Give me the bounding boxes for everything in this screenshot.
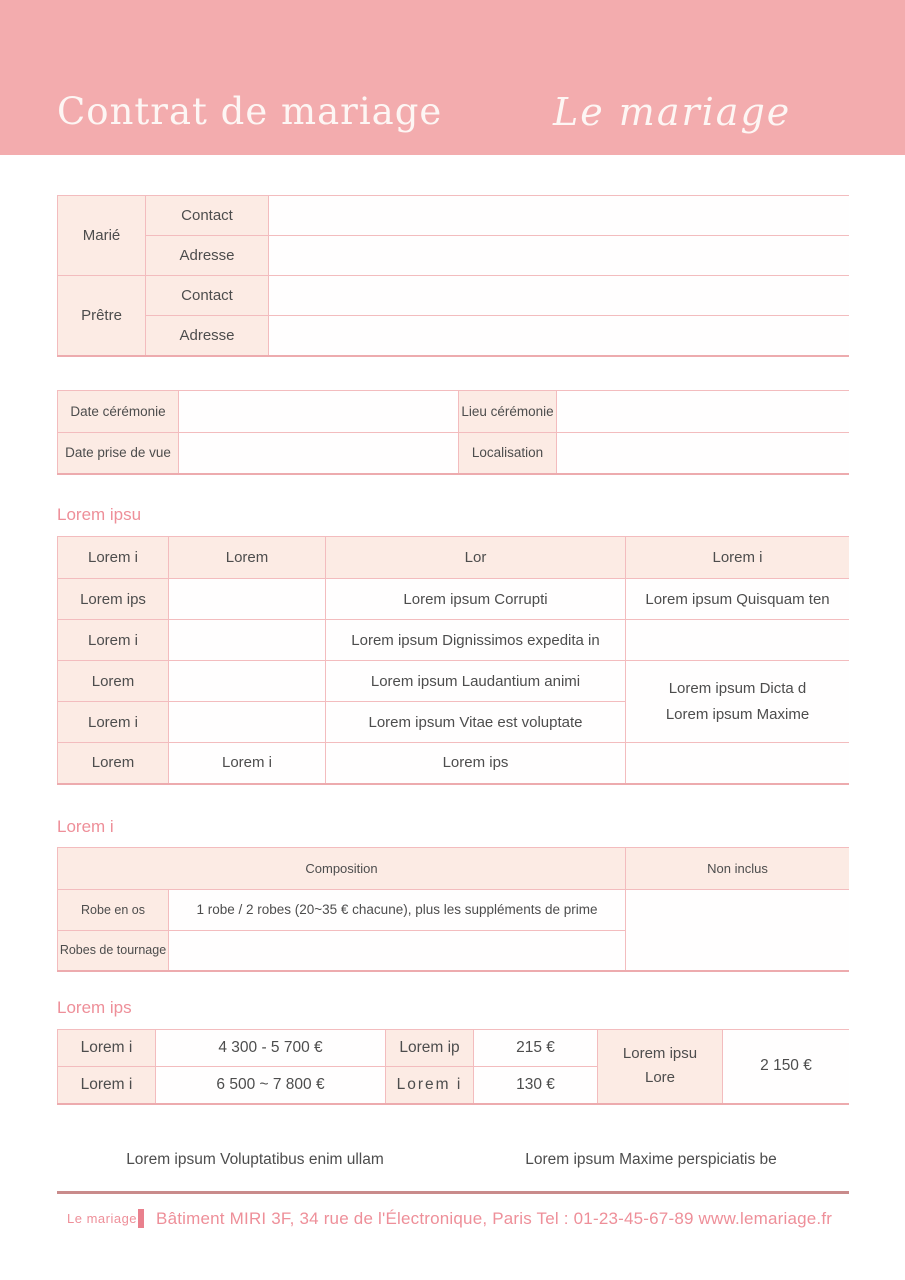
table-row xyxy=(58,1030,850,1067)
document-body xyxy=(57,195,849,1229)
price-amount: 130 € xyxy=(474,1067,598,1104)
table-row xyxy=(58,276,850,316)
section-title-composition: Lorem i xyxy=(57,816,114,836)
footer-contact-info: Bâtiment MIRI 3F, 34 rue de l'Électronique, Paris Tel : 01-23-45-67-89 www.lemariage.fr xyxy=(156,1208,833,1228)
table-row xyxy=(58,236,850,276)
ceremony-place-label: Lieu cérémonie xyxy=(459,390,557,432)
not-included-value xyxy=(626,889,849,971)
price-merged-label xyxy=(598,1030,723,1104)
price-label: Lorem ip xyxy=(386,1030,474,1067)
price-range: 6 500 ~ 7 800 € xyxy=(156,1067,386,1104)
section-title-items: Lorem ipsu xyxy=(57,505,142,524)
item-label: Lorem i xyxy=(58,620,169,661)
price-range: 4 300 - 5 700 € xyxy=(156,1030,386,1067)
table-row xyxy=(58,432,850,474)
ceremony-date-label: Date cérémonie xyxy=(58,390,179,432)
priest-address-label: Adresse xyxy=(146,316,269,356)
page-footer xyxy=(67,1209,849,1229)
priest-contact-value xyxy=(269,276,850,316)
item-description: Lorem ipsum Vitae est voluptate xyxy=(326,702,626,743)
item-value xyxy=(169,579,326,620)
table-row xyxy=(58,196,850,236)
location-value xyxy=(557,432,850,474)
item-label: Lorem xyxy=(58,743,169,784)
schedule-table xyxy=(57,390,849,476)
party-name-groom: Marié xyxy=(58,196,146,276)
composition-table xyxy=(57,847,849,973)
price-amount: 215 € xyxy=(474,1030,598,1067)
composition-header: Composition xyxy=(58,847,626,889)
table-row xyxy=(58,316,850,356)
composition-row-value xyxy=(169,930,626,971)
item-label: Lorem xyxy=(58,661,169,702)
items-header-col1: Lorem i xyxy=(58,537,169,579)
parties-table xyxy=(57,195,849,357)
shooting-date-label: Date prise de vue xyxy=(58,432,179,474)
item-description: Lorem ipsum Laudantium animi xyxy=(326,661,626,702)
item-label: Lorem i xyxy=(58,702,169,743)
section-title-pricing: Lorem ips xyxy=(57,998,132,1017)
page-title: Contrat de mariage xyxy=(57,90,443,133)
table-header-row xyxy=(58,847,850,889)
not-included-header: Non inclus xyxy=(626,847,849,889)
items-header-col4: Lorem i xyxy=(626,537,850,579)
price-merged-amount: 2 150 € xyxy=(723,1030,850,1104)
item-value xyxy=(169,661,326,702)
items-table xyxy=(57,536,849,785)
composition-row-label: Robes de tournage xyxy=(58,930,169,971)
footer-brand: Le mariage xyxy=(67,1211,138,1226)
item-note-line1: Lorem ipsum Dicta d xyxy=(668,680,807,697)
item-note xyxy=(626,620,850,661)
items-header-col3: Lor xyxy=(326,537,626,579)
groom-contact-value xyxy=(269,196,850,236)
bottom-notes xyxy=(57,1151,849,1169)
price-merged-label-line2: Lore xyxy=(644,1069,676,1087)
table-row xyxy=(58,743,850,784)
ceremony-place-value xyxy=(557,390,850,432)
groom-address-value xyxy=(269,236,850,276)
groom-address-label: Adresse xyxy=(146,236,269,276)
item-note-line2: Lorem ipsum Maxime xyxy=(665,705,810,723)
party-name-priest: Prêtre xyxy=(58,276,146,356)
composition-row-value: 1 robe / 2 robes (20~35 € chacune), plus les suppléments de prime xyxy=(169,889,626,930)
item-description: Lorem ipsum Corrupti xyxy=(326,579,626,620)
item-note xyxy=(626,743,850,784)
brand-wordmark: Le mariage xyxy=(553,90,792,134)
groom-contact-label: Contact xyxy=(146,196,269,236)
pricing-table xyxy=(57,1029,849,1105)
item-value xyxy=(169,702,326,743)
location-label: Localisation xyxy=(459,432,557,474)
table-row xyxy=(58,620,850,661)
item-description: Lorem ipsum Dignissimos expedita in xyxy=(326,620,626,661)
footer-brand-bar-icon xyxy=(138,1209,144,1228)
priest-address-value xyxy=(269,316,850,356)
item-label: Lorem ips xyxy=(58,579,169,620)
composition-row-label: Robe en os xyxy=(58,889,169,930)
shooting-date-value xyxy=(179,432,459,474)
price-label: Lorem i xyxy=(386,1067,474,1104)
table-row xyxy=(58,390,850,432)
note-right: Lorem ipsum Maxime perspiciatis be xyxy=(525,1150,777,1168)
table-row xyxy=(58,661,850,702)
ceremony-date-value xyxy=(179,390,459,432)
item-value: Lorem i xyxy=(169,743,326,784)
page-header xyxy=(0,0,905,155)
price-merged-label-line1: Lorem ipsu xyxy=(622,1045,698,1063)
note-left: Lorem ipsum Voluptatibus enim ullam xyxy=(126,1150,384,1168)
items-header-col2: Lorem xyxy=(169,537,326,579)
price-label: Lorem i xyxy=(58,1067,156,1104)
table-header-row xyxy=(58,537,850,579)
table-row xyxy=(58,579,850,620)
item-value xyxy=(169,620,326,661)
priest-contact-label: Contact xyxy=(146,276,269,316)
item-note: Lorem ipsum Quisquam ten xyxy=(626,579,850,620)
table-row xyxy=(58,889,850,930)
item-description: Lorem ips xyxy=(326,743,626,784)
price-label: Lorem i xyxy=(58,1030,156,1067)
item-note-merged xyxy=(626,661,850,743)
footer-divider xyxy=(57,1191,849,1194)
